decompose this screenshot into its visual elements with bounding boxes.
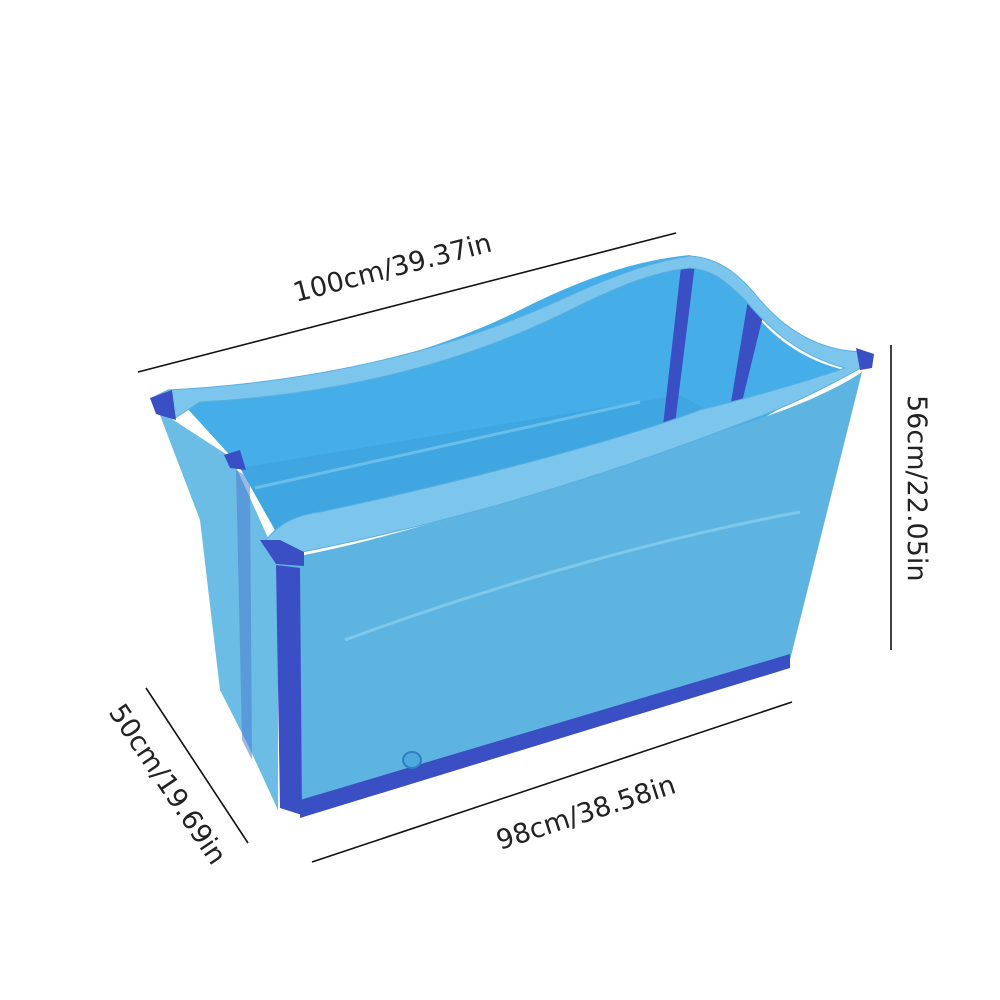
label-length-bottom: 98cm/38.58in — [492, 769, 680, 857]
tub-front-corner-trim — [276, 565, 302, 815]
tub-drain-plug — [403, 752, 421, 768]
label-height: 56cm/22.05in — [901, 395, 932, 582]
label-width: 50cm/19.69in — [102, 698, 233, 871]
label-length-top: 100cm/39.37in — [289, 227, 495, 309]
tub-rim-cap-back-left — [150, 390, 176, 420]
bathtub-illustration — [150, 255, 874, 818]
